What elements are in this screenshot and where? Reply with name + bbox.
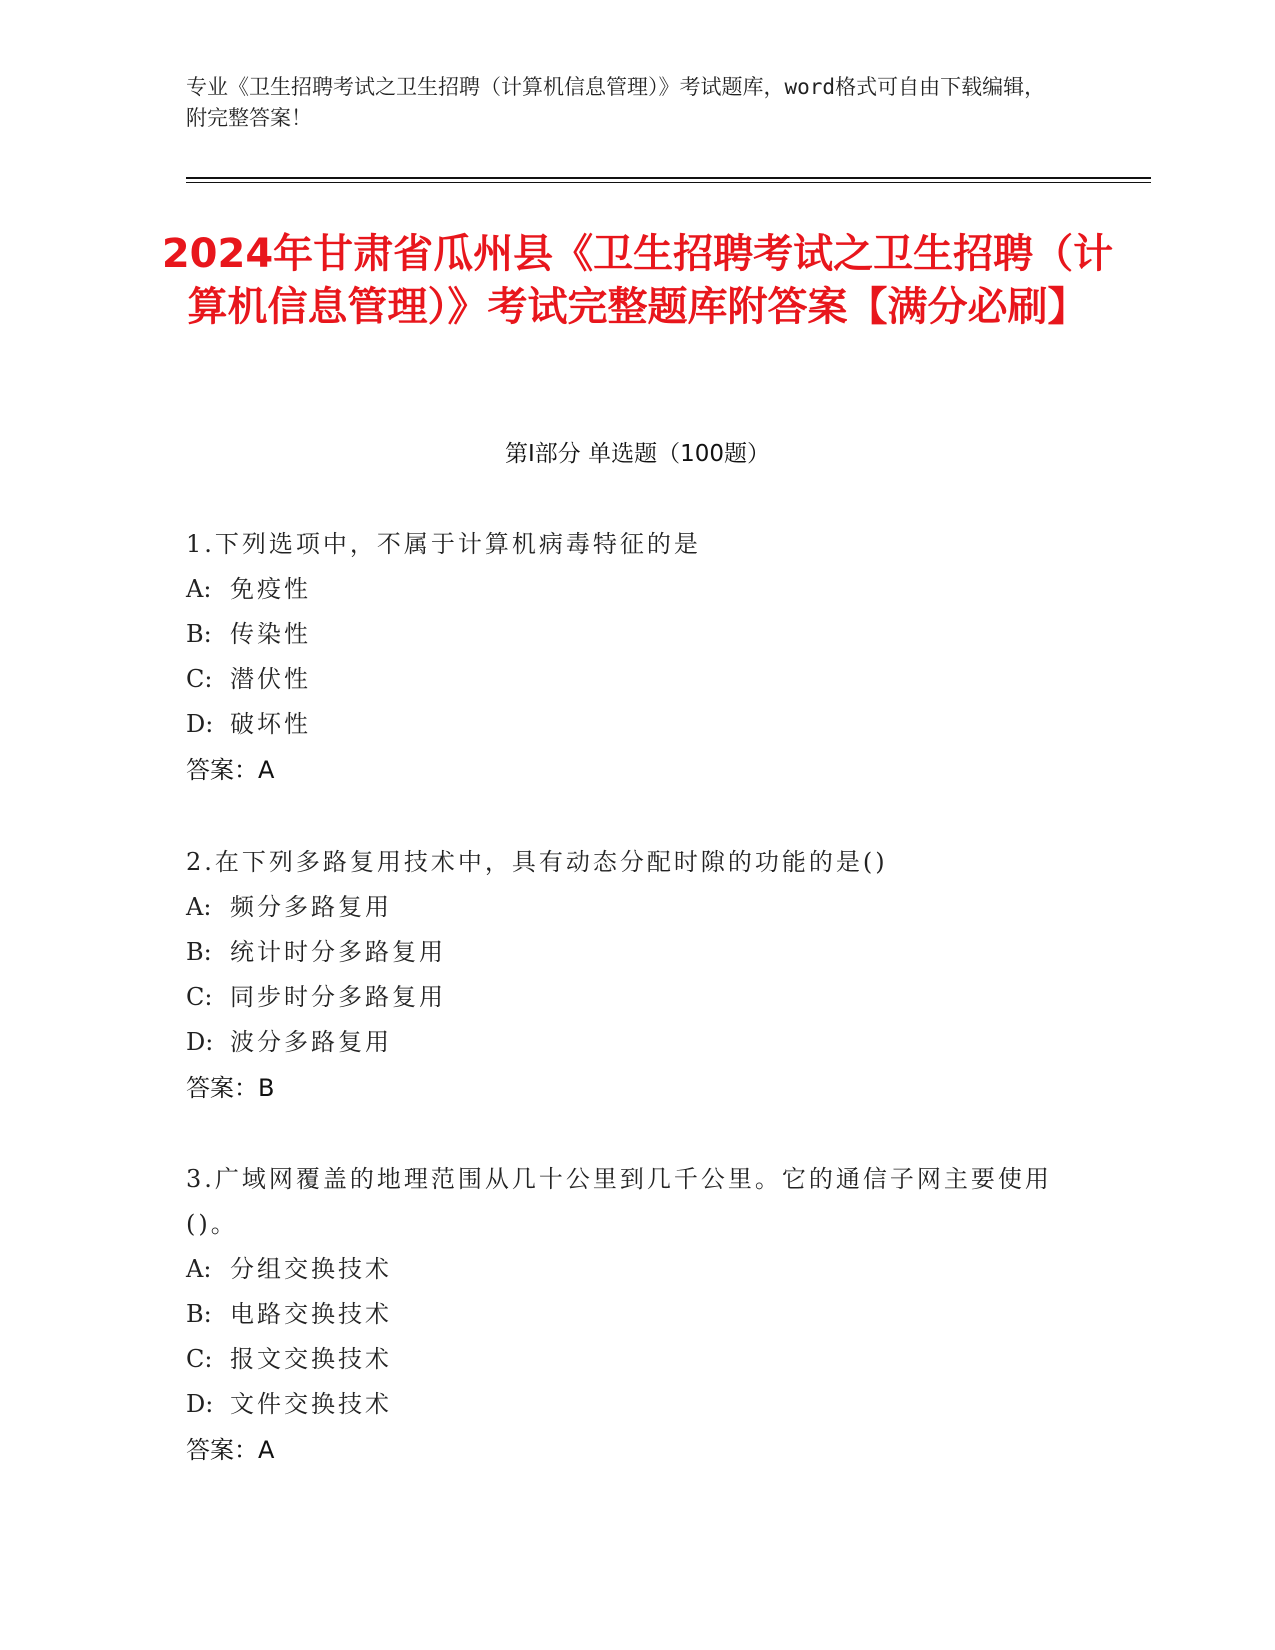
option-a xyxy=(186,885,1086,930)
option-letter: D: xyxy=(186,710,214,738)
option-letter: D: xyxy=(186,1390,214,1418)
option-letter: C: xyxy=(186,665,213,693)
option-letter: C: xyxy=(186,983,213,1011)
option-b xyxy=(186,612,1086,657)
option-letter: C: xyxy=(186,1345,213,1373)
document-title: 2024年甘肃省瓜州县《卫生招聘考试之卫生招聘（计算机信息管理）》考试完整题库附答案【满分必刷】 xyxy=(161,231,1114,330)
answer-line xyxy=(186,1065,1086,1111)
option-c xyxy=(186,1337,1086,1382)
option-text: 同步时分多路复用 xyxy=(230,983,446,1011)
answer-label: 答案： xyxy=(186,756,258,784)
answer-value: B xyxy=(258,1074,275,1102)
option-d xyxy=(186,1382,1086,1427)
answer-line xyxy=(186,1427,1086,1473)
option-text: 分组交换技术 xyxy=(230,1255,392,1283)
option-text: 电路交换技术 xyxy=(230,1300,392,1328)
option-text: 频分多路复用 xyxy=(230,893,392,921)
question-2 xyxy=(186,840,1086,1111)
option-d xyxy=(186,702,1086,747)
option-b xyxy=(186,1292,1086,1337)
answer-value: A xyxy=(258,1436,275,1464)
option-letter: A: xyxy=(186,575,212,603)
question-stem: 1.下列选项中，不属于计算机病毒特征的是 xyxy=(186,530,701,558)
question-1 xyxy=(186,522,1086,793)
question-3 xyxy=(186,1157,1086,1473)
option-c xyxy=(186,975,1086,1020)
option-text: 传染性 xyxy=(230,620,311,648)
option-text: 统计时分多路复用 xyxy=(230,938,446,966)
option-letter: B: xyxy=(186,938,212,966)
option-letter: B: xyxy=(186,620,212,648)
question-stem: 2.在下列多路复用技术中，具有动态分配时隙的功能的是() xyxy=(186,848,888,876)
option-letter: A: xyxy=(186,1255,212,1283)
header-note: 专业《卫生招聘考试之卫生招聘（计算机信息管理）》考试题库，word格式可自由下载编辑，附完整答案！ xyxy=(186,75,1046,130)
option-letter: D: xyxy=(186,1028,214,1056)
section-heading: 第I部分 单选题（100题） xyxy=(505,441,770,467)
option-letter: A: xyxy=(186,893,212,921)
answer-line xyxy=(186,747,1086,793)
option-a xyxy=(186,567,1086,612)
option-letter: B: xyxy=(186,1300,212,1328)
option-text: 破坏性 xyxy=(230,710,311,738)
question-stem: 3.广域网覆盖的地理范围从几十公里到几千公里。它的通信子网主要使用()。 xyxy=(186,1165,1052,1238)
option-c xyxy=(186,657,1086,702)
option-text: 免疫性 xyxy=(230,575,311,603)
answer-label: 答案： xyxy=(186,1436,258,1464)
option-text: 波分多路复用 xyxy=(230,1028,392,1056)
answer-value: A xyxy=(258,756,275,784)
answer-label: 答案： xyxy=(186,1074,258,1102)
option-b xyxy=(186,930,1086,975)
header-divider-thick xyxy=(186,177,1151,179)
option-text: 文件交换技术 xyxy=(230,1390,392,1418)
option-text: 潜伏性 xyxy=(230,665,311,693)
header-divider-thin xyxy=(186,182,1151,183)
option-d xyxy=(186,1020,1086,1065)
option-a xyxy=(186,1247,1086,1292)
option-text: 报文交换技术 xyxy=(230,1345,392,1373)
